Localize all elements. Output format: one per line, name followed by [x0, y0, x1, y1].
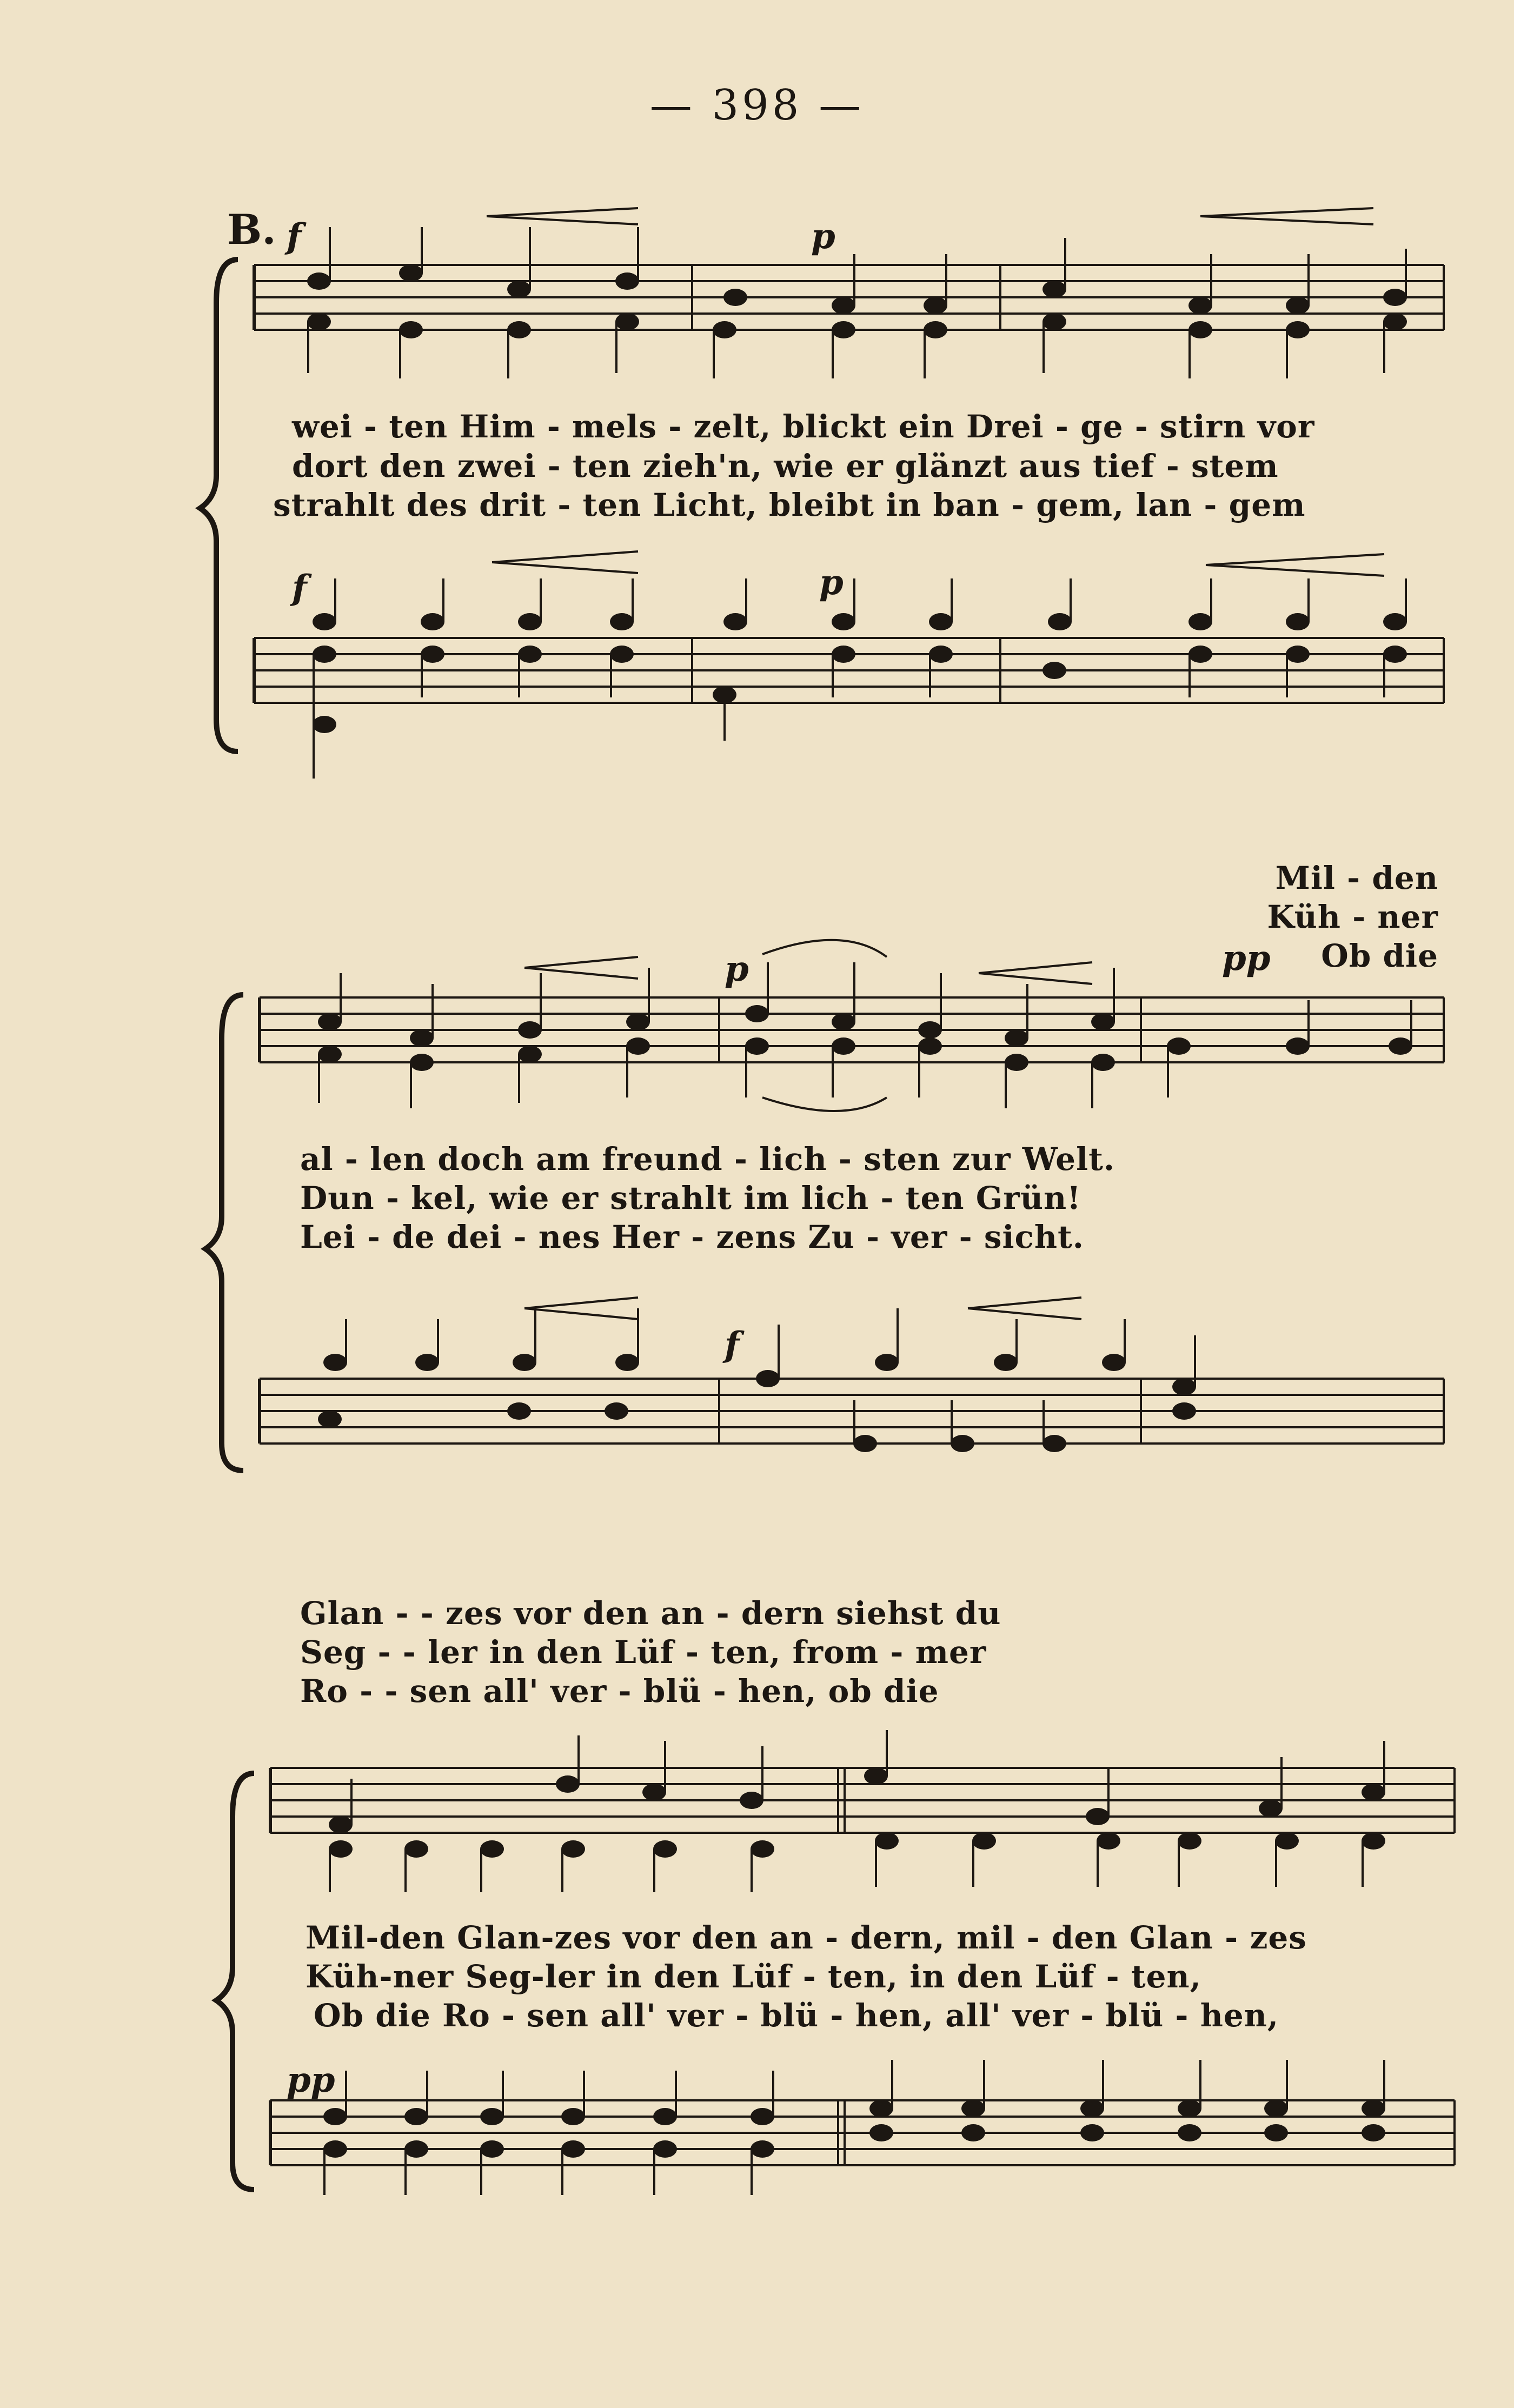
music-system-3 — [0, 1595, 1514, 2298]
lyric-pickup: Ob die — [1321, 937, 1438, 974]
dynamic-marking: f — [725, 1325, 740, 1365]
dynamic-marking: f — [292, 568, 307, 608]
dynamic-marking: f — [287, 216, 302, 257]
lyric-line: Ro - - sen all' ver - blü - hen, ob die — [300, 1673, 939, 1709]
lyric-line: Glan - - zes vor den an - dern siehst du — [300, 1595, 1001, 1632]
lyric-pickup: Küh - ner — [1267, 899, 1438, 935]
dynamic-marking: pp — [1222, 938, 1271, 979]
lyric-line: dort den zwei - ten zieh'n, wie er glänzt aus tief - stem — [292, 448, 1279, 484]
music-system-1 — [0, 205, 1514, 800]
lyric-pickup: Mil - den — [1275, 860, 1438, 896]
dynamic-marking: p — [819, 562, 844, 603]
section-mark: B. — [227, 205, 276, 254]
page-number: — 398 — — [649, 81, 865, 130]
lyric-line: Küh-ner Seg-ler in den Lüf - ten, in den Lüf - ten, — [306, 1958, 1201, 1995]
lyric-line: Dun - kel, wie er strahlt im lich - ten Grün! — [300, 1180, 1081, 1216]
lyric-line: Mil-den Glan-zes vor den an - dern, mil - den Glan - zes — [306, 1919, 1307, 1956]
lyric-line: Seg - - ler in den Lüf - ten, from - mer — [300, 1634, 987, 1671]
lyric-line: Ob die Ro - sen all' ver - blü - hen, all' ver - blü - hen, — [314, 1997, 1279, 2034]
music-system-2 — [0, 860, 1514, 1481]
dynamic-marking: p — [725, 949, 749, 989]
lyric-line: Lei - de dei - nes Her - zens Zu - ver - sicht. — [300, 1219, 1084, 1255]
lyric-line: wei - ten Him - mels - zelt, blickt ein Drei - ge - stirn vor — [292, 408, 1315, 445]
lyric-line: strahlt des drit - ten Licht, bleibt in ban - gem, lan - gem — [273, 487, 1306, 523]
dynamic-marking: p — [811, 216, 835, 257]
dynamic-marking: pp — [287, 2060, 335, 2100]
lyric-line: al - len doch am freund - lich - sten zur Welt. — [300, 1141, 1115, 1178]
